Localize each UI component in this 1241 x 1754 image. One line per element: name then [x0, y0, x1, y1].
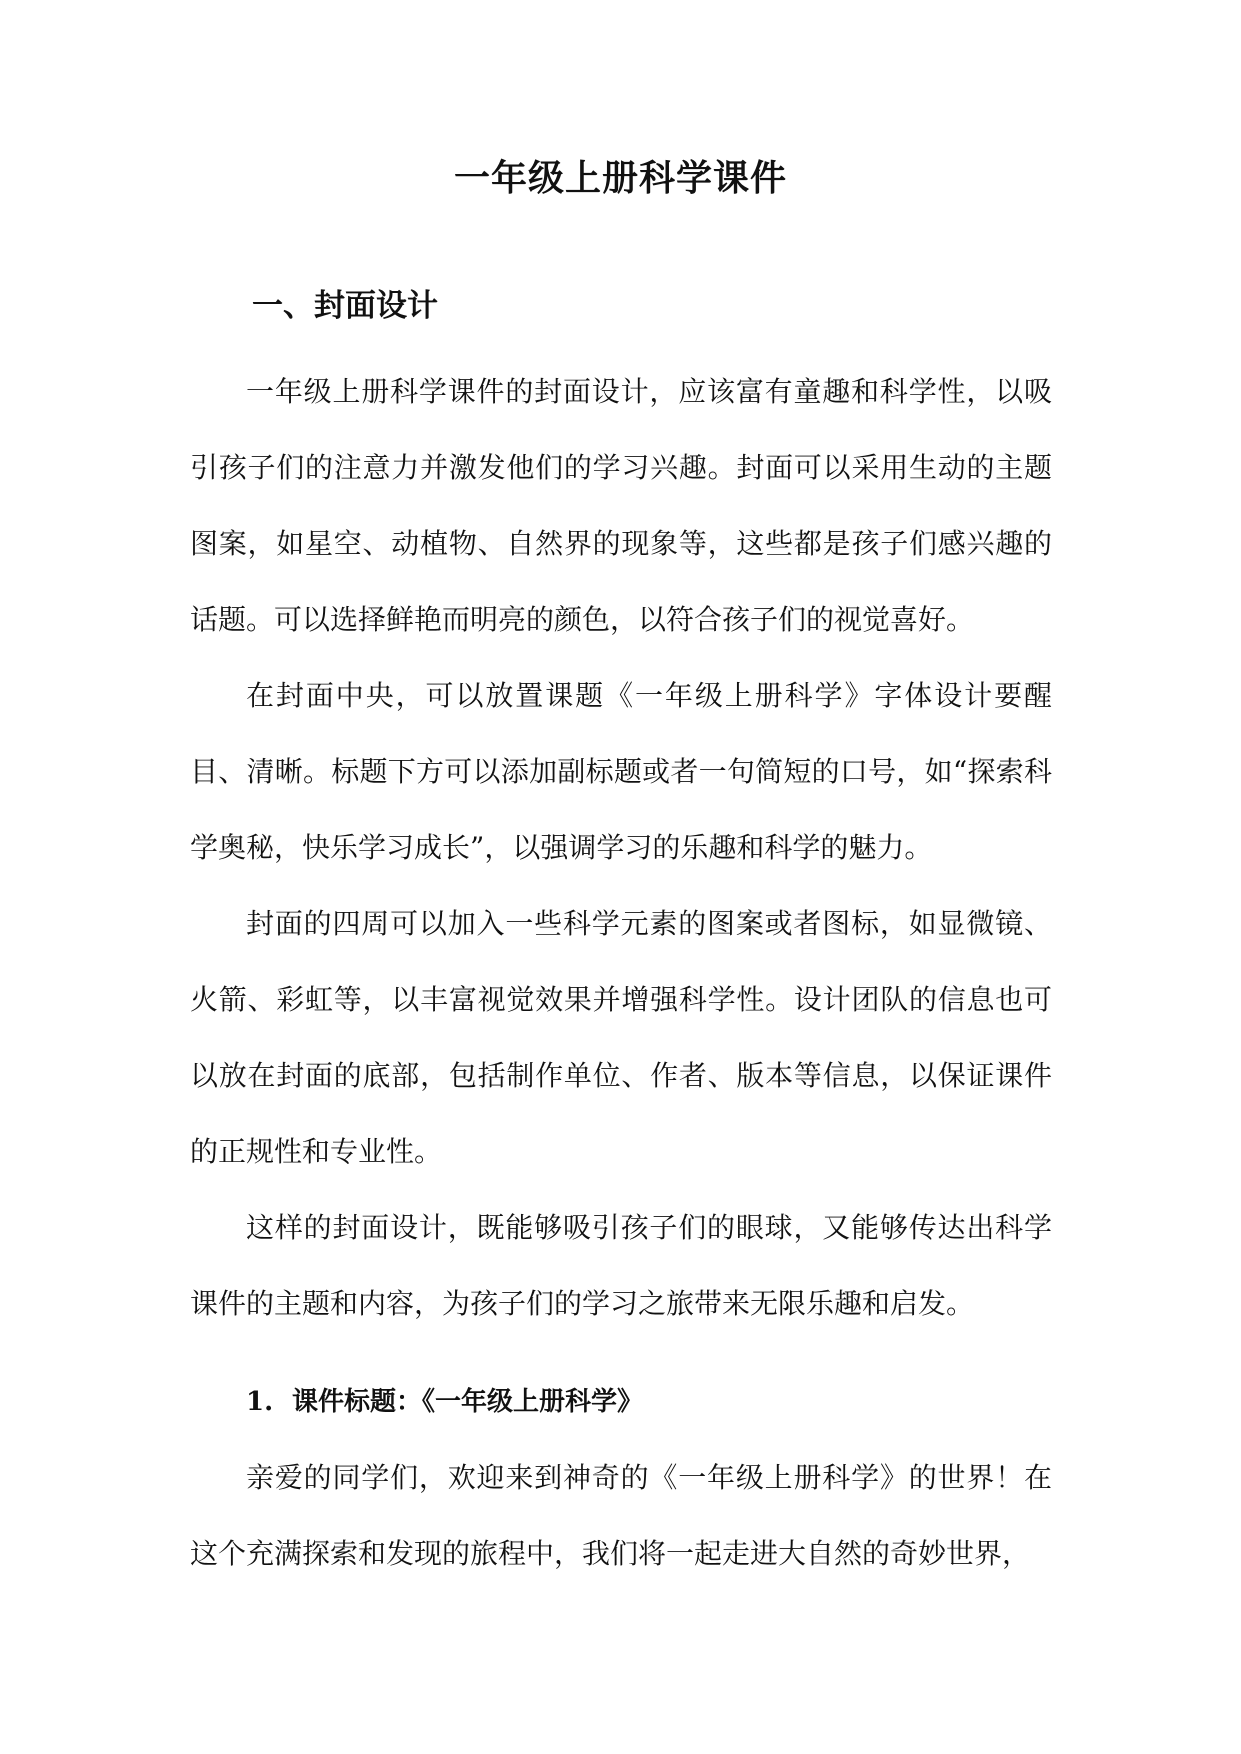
subsection-number: 1.	[246, 1387, 274, 1417]
paragraph-cover-border: 封面的四周可以加入一些科学元素的图案或者图标，如显微镜、火箭、彩虹等，以丰富视觉效果并增强科学性。设计团队的信息也可以放在封面的底部，包括制作单位、作者、版本等信息，以保证课件的正规性和专业性。	[190, 907, 1052, 1168]
section-heading-cover-design: 一、封面设计	[252, 288, 438, 324]
paragraph-cover-intro: 一年级上册科学课件的封面设计，应该富有童趣和科学性，以吸引孩子们的注意力并激发他们的学习兴趣。封面可以采用生动的主题图案，如星空、动植物、自然界的现象等，这些都是孩子们感兴趣的话题。可以选择鲜艳而明亮的颜色，以符合孩子们的视觉喜好。	[190, 375, 1052, 636]
subsection-heading-text: 课件标题：《一年级上册科学》	[292, 1387, 644, 1417]
paragraph-cover-summary: 这样的封面设计，既能够吸引孩子们的眼球，又能够传达出科学课件的主题和内容，为孩子们的学习之旅带来无限乐趣和启发。	[190, 1211, 1052, 1320]
document-title: 一年级上册科学课件	[453, 157, 787, 199]
subsection-heading-course-title	[246, 1378, 643, 1426]
paragraph-welcome: 亲爱的同学们，欢迎来到神奇的《一年级上册科学》的世界！在这个充满探索和发现的旅程中，我们将一起走进大自然的奇妙世界，	[190, 1461, 1052, 1570]
paragraph-cover-center: 在封面中央，可以放置课题《一年级上册科学》字体设计要醒目、清晰。标题下方可以添加副标题或者一句简短的口号，如“探索科学奥秘，快乐学习成长”，以强调学习的乐趣和科学的魅力。	[190, 679, 1052, 864]
